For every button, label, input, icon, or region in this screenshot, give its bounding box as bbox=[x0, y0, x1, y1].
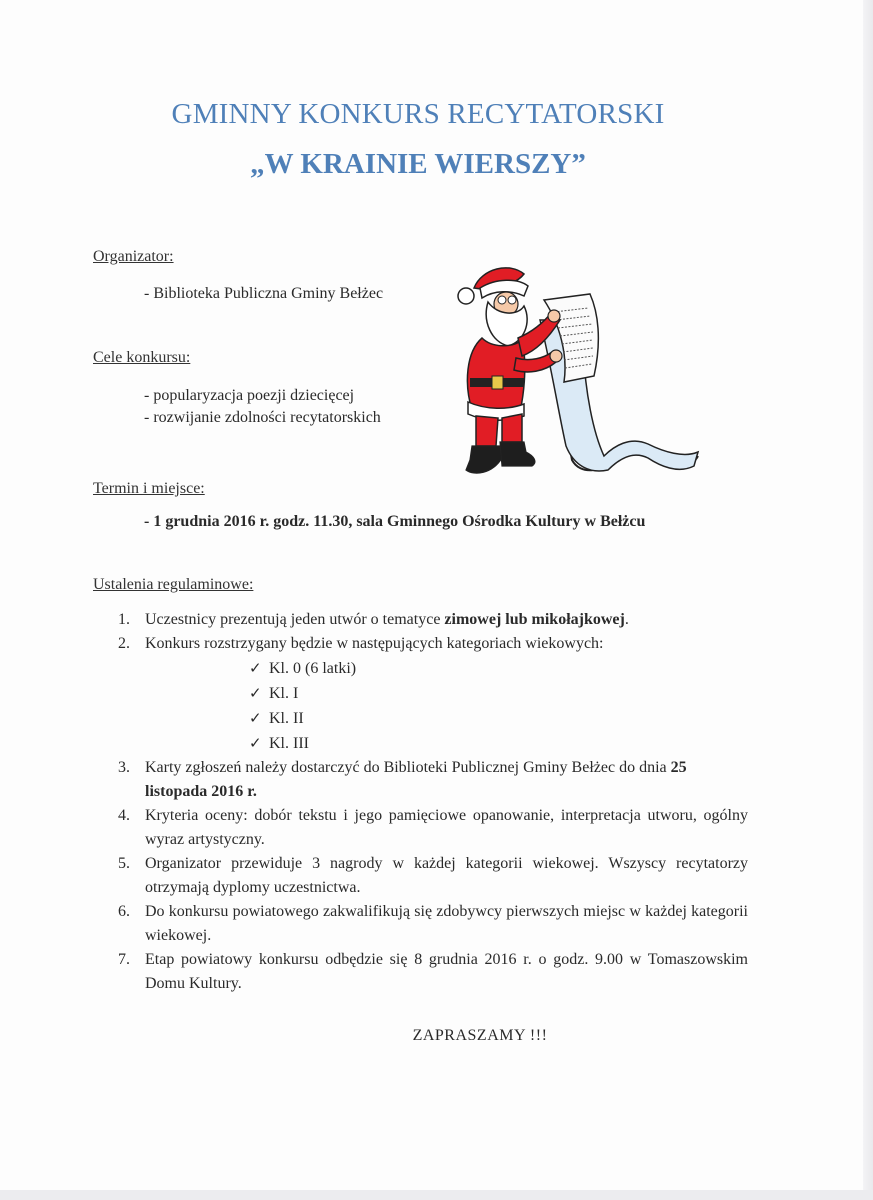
rule-number: 2. bbox=[118, 635, 130, 652]
santa-illustration bbox=[452, 260, 702, 485]
rule-number: 3. bbox=[118, 759, 130, 776]
organizer-item: - Biblioteka Publiczna Gminy Bełżec bbox=[144, 285, 384, 302]
rule-item bbox=[118, 756, 748, 804]
rule-text: Kryteria oceny: dobór tekstu i jego pamięciowe opanowanie, interpretacja utworu, ogólny wyraz artystyczny. bbox=[145, 807, 748, 848]
page-subtitle: „W KRAINIE WIERSZY” bbox=[250, 148, 586, 180]
rule-number: 4. bbox=[118, 807, 130, 824]
rule-text: Uczestnicy prezentują jeden utwór o tematyce bbox=[145, 611, 445, 628]
date-place-item: - 1 grudnia 2016 r. godz. 11.30, sala Gminnego Ośrodka Kultury w Bełżcu bbox=[144, 513, 646, 530]
category-item bbox=[249, 681, 748, 706]
category-item bbox=[249, 706, 748, 731]
organizer-heading: Organizator: bbox=[93, 248, 174, 265]
category-label: Kl. III bbox=[269, 735, 309, 752]
check-icon: ✓ bbox=[249, 734, 262, 752]
scan-edge-right bbox=[863, 0, 873, 1200]
check-icon: ✓ bbox=[249, 684, 262, 702]
rule-number: 7. bbox=[118, 951, 130, 968]
category-list bbox=[145, 656, 748, 756]
scan-edge-bottom bbox=[0, 1190, 873, 1200]
rules-list bbox=[118, 608, 748, 996]
rule-text-bold: zimowej lub mikołajkowej bbox=[444, 611, 625, 628]
rule-item bbox=[118, 948, 748, 996]
date-place-heading: Termin i miejsce: bbox=[93, 480, 205, 497]
category-item bbox=[249, 656, 748, 681]
goal-item: - popularyzacja poezji dziecięcej bbox=[144, 387, 355, 404]
category-item bbox=[249, 731, 748, 756]
rule-number: 6. bbox=[118, 903, 130, 920]
goal-item: - rozwijanie zdolności recytatorskich bbox=[144, 409, 381, 426]
check-icon: ✓ bbox=[249, 709, 262, 727]
goals-heading: Cele konkursu: bbox=[93, 349, 191, 366]
rule-item bbox=[118, 804, 748, 852]
rule-text-end: . bbox=[624, 611, 629, 628]
category-label: Kl. 0 (6 latki) bbox=[269, 660, 357, 677]
closing-text: ZAPRASZAMY !!! bbox=[412, 1027, 548, 1044]
page-title: GMINNY KONKURS RECYTATORSKI bbox=[171, 98, 665, 130]
rule-item bbox=[118, 852, 748, 900]
rule-item bbox=[118, 632, 748, 756]
rules-heading: Ustalenia regulaminowe: bbox=[93, 576, 254, 593]
rule-text: Do konkursu powiatowego zakwalifikują się zdobywcy pierwszych miejsc w każdej kategorii wiekowej. bbox=[145, 903, 748, 944]
check-icon: ✓ bbox=[249, 659, 262, 677]
rule-number: 5. bbox=[118, 855, 130, 872]
rule-number: 1. bbox=[118, 611, 130, 628]
rule-item bbox=[118, 608, 748, 632]
rule-text: Konkurs rozstrzygany będzie w następujących kategoriach wiekowych: bbox=[145, 635, 604, 652]
category-label: Kl. II bbox=[269, 710, 304, 727]
rule-text: Karty zgłoszeń należy dostarczyć do Biblioteki Publicznej Gminy Bełżec do dnia bbox=[145, 759, 671, 776]
rule-text: Organizator przewiduje 3 nagrody w każdej kategorii wiekowej. Wszyscy recytatorzy otrzymają dyplomy uczestnictwa. bbox=[145, 855, 748, 896]
rule-text: Etap powiatowy konkursu odbędzie się 8 grudnia 2016 r. o godz. 9.00 w Tomaszowskim Domu Kultury. bbox=[145, 951, 748, 992]
category-label: Kl. I bbox=[269, 685, 299, 702]
rule-item bbox=[118, 900, 748, 948]
rule-text-bold: 25 listopada 2016 r. bbox=[145, 759, 687, 800]
